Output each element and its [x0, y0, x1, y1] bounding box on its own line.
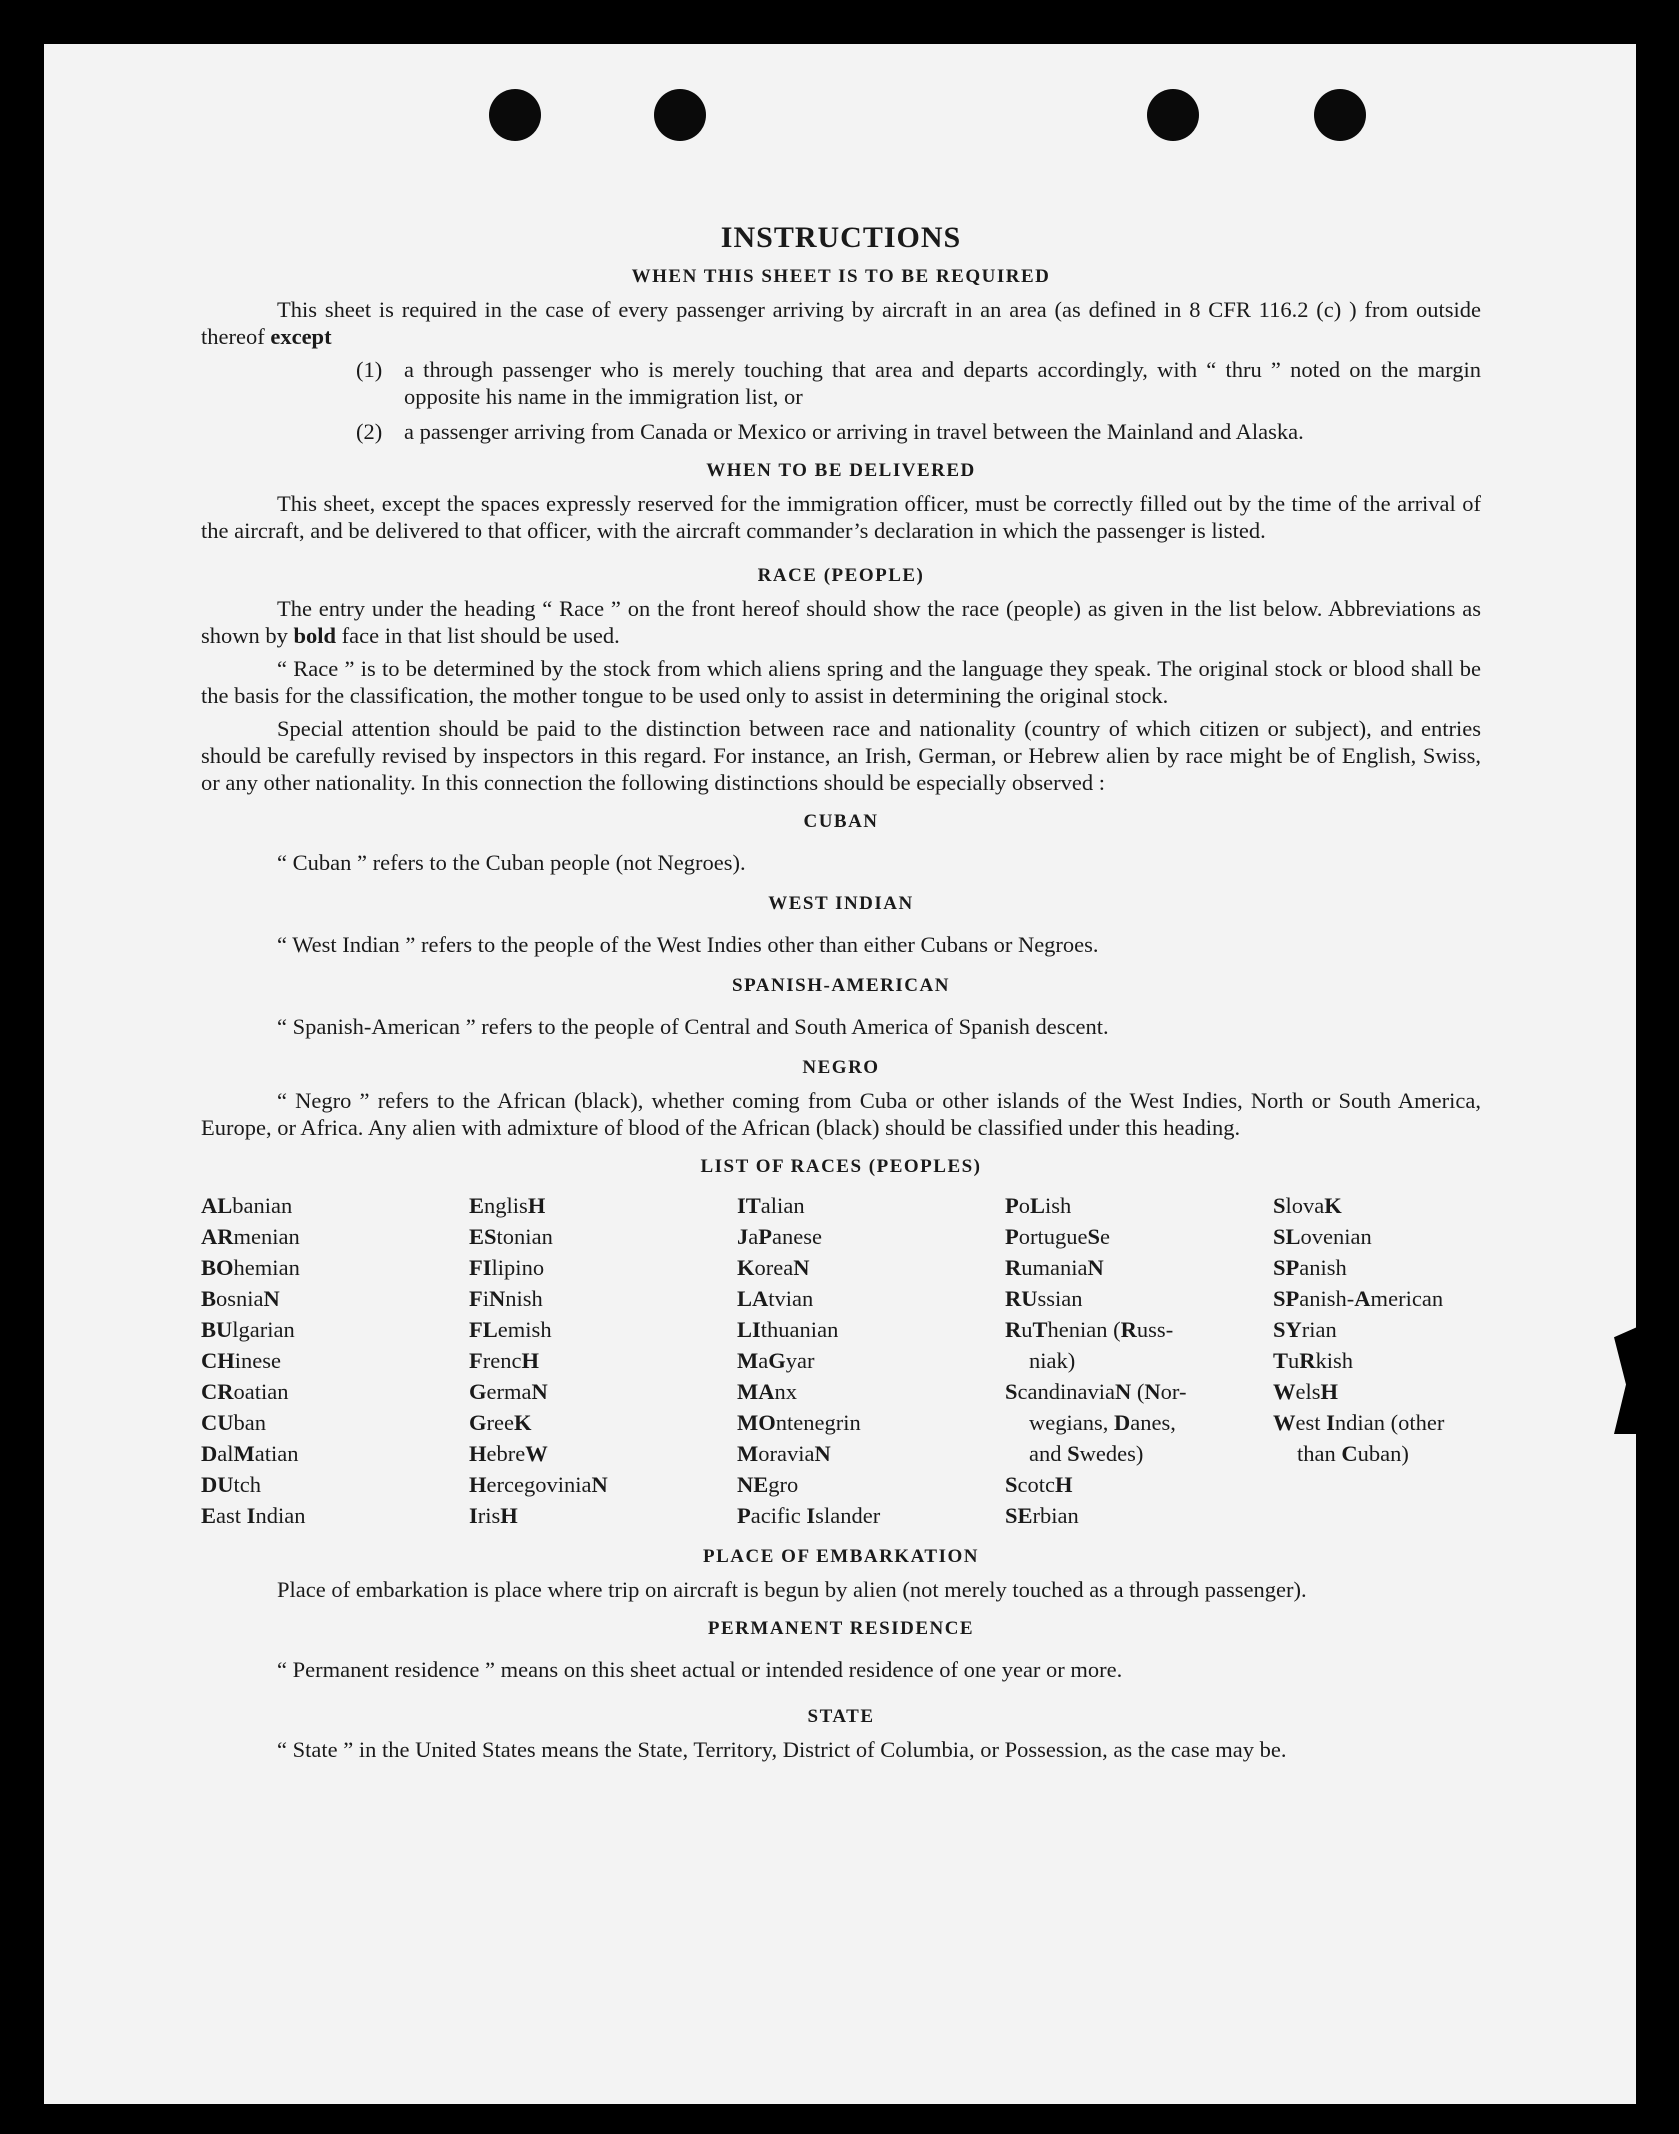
race-item: FiNnish	[469, 1286, 543, 1311]
race-item: DalMatian	[201, 1441, 299, 1466]
races-column	[201, 1190, 469, 1531]
race-item: SYrian	[1273, 1317, 1337, 1342]
race-item: MoraviaN	[737, 1441, 831, 1466]
race-item: ScotcH	[1005, 1472, 1073, 1497]
race-item: West Indian (other	[1273, 1410, 1445, 1435]
delivered-text: This sheet, except the spaces expressly reserved for the immigration officer, must be correctly filled out by the time of the arrival of the aircraft, and be delivered to that officer, with the aircraft commander’s declaration in which the passenger is listed.	[201, 491, 1481, 543]
race-item: HebreW	[469, 1441, 548, 1466]
race-item-continued: than Cuban)	[1297, 1441, 1409, 1466]
torn-edge	[1614, 1324, 1644, 1434]
race-item: SPanish	[1273, 1255, 1347, 1280]
race-item: RumaniaN	[1005, 1255, 1104, 1280]
race-item-continued: niak)	[1029, 1348, 1076, 1373]
race-item: JaPanese	[737, 1224, 823, 1249]
race-item: RuThenian (Russ-	[1005, 1317, 1174, 1342]
race-item: BosniaN	[201, 1286, 280, 1311]
embarkation-text: Place of embarkation is place where trip on aircraft is begun by alien (not merely touched as a through passenger).	[277, 1577, 1307, 1602]
race-item: RUssian	[1005, 1286, 1083, 1311]
race-item: CUban	[201, 1410, 266, 1435]
exception-item: (1) a through passenger who is merely touching that area and departs accordingly, with “ thru ” noted on the margin opposite his name in the immigration list, or	[356, 357, 1481, 409]
punch-hole-4	[1314, 89, 1366, 141]
heading-embarkation: PLACE OF EMBARKATION	[703, 1546, 979, 1567]
race-paragraph-3: Special attention should be paid to the distinction between race and nationality (country of which citizen or subject), and entries should be carefully revised by inspectors in this regard. For instance, an Irish, German, or Hebrew alien by race might be of English, Swiss, or any other nationality. In this connection the following distinctions should be especially observed :	[201, 716, 1481, 795]
race-item: CRoatian	[201, 1379, 289, 1404]
heading-spanish-american: SPANISH-AMERICAN	[732, 975, 950, 996]
race-item: East Indian	[201, 1503, 306, 1528]
race-item: SPanish-American	[1273, 1286, 1444, 1311]
residence-text: “ Permanent residence ” means on this sheet actual or intended residence of one year or more.	[277, 1657, 1123, 1682]
race-item: MOntenegrin	[737, 1410, 861, 1435]
race-item: ALbanian	[201, 1193, 293, 1218]
race-item: BOhemian	[201, 1255, 300, 1280]
race-item: ARmenian	[201, 1224, 300, 1249]
race-item: TuRkish	[1273, 1348, 1354, 1373]
state-text: “ State ” in the United States means the State, Territory, District of Columbia, or Possession, as the case may be.	[277, 1737, 1287, 1762]
race-item: MaGyar	[737, 1348, 815, 1373]
document-sheet	[44, 44, 1636, 2104]
heading-race: RACE (PEOPLE)	[757, 565, 925, 586]
race-item: MAnx	[737, 1379, 797, 1404]
race-item: LIthuanian	[737, 1317, 839, 1342]
race-item: Pacific Islander	[737, 1503, 881, 1528]
page-title: INSTRUCTIONS	[720, 221, 962, 254]
races-column	[1273, 1190, 1481, 1531]
race-item: EnglisH	[469, 1193, 546, 1218]
heading-negro: NEGRO	[802, 1057, 880, 1078]
race-item: GermaN	[469, 1379, 548, 1404]
negro-text: “ Negro ” refers to the African (black), whether coming from Cuba or other islands of the West Indies, North or South America, Europe, or Africa. Any alien with admixture of blood of the African (black) should be classified under this heading.	[201, 1088, 1481, 1140]
race-item: ITalian	[737, 1193, 805, 1218]
heading-required: WHEN THIS SHEET IS TO BE REQUIRED	[631, 266, 1051, 287]
race-item: FIlipino	[469, 1255, 545, 1280]
race-item: PoLish	[1005, 1193, 1072, 1218]
race-item: ScandinaviaN (Nor-	[1005, 1379, 1187, 1404]
race-item: KoreaN	[737, 1255, 810, 1280]
instructions-content	[201, 174, 1481, 1769]
races-column	[469, 1190, 737, 1531]
exception-item: (2) a passenger arriving from Canada or Mexico or arriving in travel between the Mainland and Alaska.	[356, 419, 1304, 444]
punch-hole-1	[489, 89, 541, 141]
punch-hole-2	[654, 89, 706, 141]
race-item: FrencH	[469, 1348, 540, 1373]
race-item: WelsH	[1273, 1379, 1339, 1404]
heading-west-indian: WEST INDIAN	[768, 893, 914, 914]
races-column	[737, 1190, 1005, 1531]
race-item: IrisH	[469, 1503, 518, 1528]
race-item: BUlgarian	[201, 1317, 295, 1342]
race-item: PortugueSe	[1005, 1224, 1111, 1249]
heading-state: STATE	[807, 1706, 875, 1727]
cuban-text: “ Cuban ” refers to the Cuban people (not Negroes).	[277, 850, 746, 875]
race-item: GreeK	[469, 1410, 532, 1435]
race-item-continued: and Swedes)	[1029, 1441, 1144, 1466]
race-item: NEgro	[737, 1472, 799, 1497]
race-item: CHinese	[201, 1348, 282, 1373]
spanish-american-text: “ Spanish-American ” refers to the people of Central and South America of Spanish descent.	[277, 1014, 1109, 1039]
heading-list-of-races: LIST OF RACES (PEOPLES)	[700, 1156, 982, 1177]
race-item: SLovenian	[1273, 1224, 1372, 1249]
required-intro: This sheet is required in the case of every passenger arriving by aircraft in an area (as defined in 8 CFR 116.2 (c) ) from outside thereof except	[201, 297, 1481, 349]
race-item: LAtvian	[737, 1286, 814, 1311]
race-item: FLemish	[469, 1317, 552, 1342]
race-paragraph-1: The entry under the heading “ Race ” on the front hereof should show the race (people) as given in the list below. Abbreviations as shown by bold face in that list should be used.	[201, 596, 1481, 648]
race-item-continued: wegians, Danes,	[1029, 1410, 1176, 1435]
races-column	[1005, 1190, 1273, 1531]
punch-hole-3	[1147, 89, 1199, 141]
race-item: SErbian	[1005, 1503, 1079, 1528]
race-item: EStonian	[469, 1224, 553, 1249]
race-item: DUtch	[201, 1472, 262, 1497]
race-item: HercegoviniaN	[469, 1472, 608, 1497]
races-list	[201, 1190, 1481, 1531]
heading-permanent-residence: PERMANENT RESIDENCE	[707, 1618, 975, 1639]
heading-delivered: WHEN TO BE DELIVERED	[706, 460, 976, 481]
west-indian-text: “ West Indian ” refers to the people of the West Indies other than either Cubans or Negroes.	[277, 932, 1099, 957]
race-paragraph-2: “ Race ” is to be determined by the stock from which aliens spring and the language they speak. The original stock or blood shall be the basis for the classification, the mother tongue to be used only to assist in determining the original stock.	[201, 656, 1481, 708]
heading-cuban: CUBAN	[803, 811, 879, 832]
race-item: SlovaK	[1273, 1193, 1342, 1218]
